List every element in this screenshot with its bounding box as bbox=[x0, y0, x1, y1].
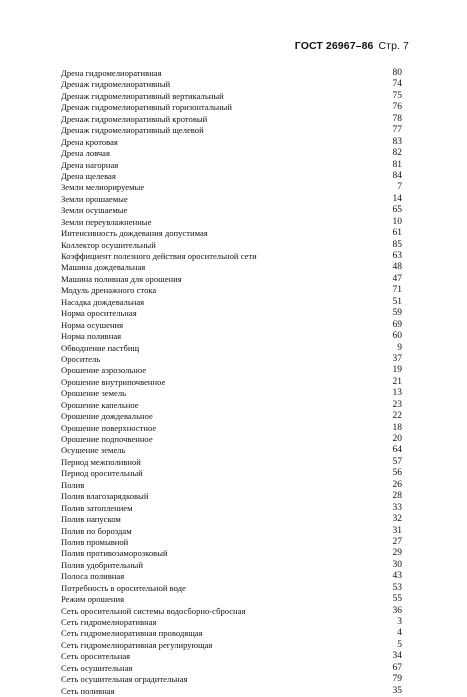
index-term: Норма поливная bbox=[61, 331, 122, 342]
index-entry bbox=[61, 251, 402, 262]
index-entry bbox=[61, 285, 402, 296]
index-term: Режим орошения bbox=[61, 594, 125, 605]
index-term: Сеть поливная bbox=[61, 685, 115, 696]
index-page-number: 14 bbox=[392, 193, 402, 204]
index-page-number: 4 bbox=[397, 628, 402, 639]
index-term: Дрена кротовая bbox=[61, 136, 118, 147]
page-number: Стр. 7 bbox=[378, 40, 409, 52]
index-term: Коэффициент полезного действия оросительной сети bbox=[61, 251, 257, 261]
index-entry bbox=[61, 480, 402, 491]
index-term: Машина поливная для орошения bbox=[61, 273, 182, 284]
index-page-number: 81 bbox=[392, 159, 402, 170]
index-page-number: 63 bbox=[392, 251, 402, 261]
index-page-number: 61 bbox=[392, 228, 402, 239]
index-page-number: 21 bbox=[392, 376, 402, 387]
index-page-number: 23 bbox=[392, 399, 402, 410]
index-entry bbox=[61, 400, 402, 411]
index-term: Полив влагозарядковый bbox=[61, 491, 149, 502]
index-entry bbox=[61, 217, 402, 228]
index-term: Полив по бороздам bbox=[61, 525, 132, 536]
index-entry bbox=[61, 514, 402, 525]
index-page-number: 19 bbox=[392, 365, 402, 376]
index-entry bbox=[61, 411, 402, 422]
index-page-number: 51 bbox=[392, 296, 402, 307]
index-page-number: 47 bbox=[392, 273, 402, 284]
index-term: Дренаж гидромелиоративный щелевой bbox=[61, 125, 204, 136]
index-entry bbox=[61, 102, 402, 113]
index-entry bbox=[61, 606, 402, 617]
index-page-number: 22 bbox=[392, 411, 402, 422]
index-entry bbox=[61, 137, 402, 148]
index-page-number: 77 bbox=[392, 125, 402, 136]
index-page-number: 10 bbox=[392, 216, 402, 227]
index-term: Орошение аэрозольное bbox=[61, 365, 147, 376]
index-page-number: 64 bbox=[392, 445, 402, 456]
index-entry bbox=[61, 537, 402, 548]
index-page-number: 60 bbox=[392, 331, 402, 342]
index-term: Орошение капельное bbox=[61, 399, 139, 410]
index-term: Ороситель bbox=[61, 353, 101, 364]
index-entry bbox=[61, 457, 402, 468]
index-entry bbox=[61, 171, 402, 182]
index-page-number: 33 bbox=[392, 502, 402, 513]
index-page-number: 32 bbox=[392, 514, 402, 525]
index-entry bbox=[61, 571, 402, 582]
index-entry bbox=[61, 548, 402, 559]
index-entry bbox=[61, 240, 402, 251]
index-term: Полив противозаморозковый bbox=[61, 548, 168, 559]
standard-number: ГОСТ 26967–86 bbox=[294, 40, 374, 52]
index-entry bbox=[61, 468, 402, 479]
page-header bbox=[295, 40, 409, 52]
index-page-number: 27 bbox=[392, 536, 402, 547]
index-entry bbox=[61, 331, 402, 342]
index-page-number: 35 bbox=[392, 685, 402, 696]
index-page-number: 43 bbox=[392, 571, 402, 582]
index-term: Сеть гидромелиоративная проводящая bbox=[61, 628, 203, 639]
index-term: Сеть осушительная bbox=[61, 662, 133, 673]
index-page-number: 75 bbox=[392, 90, 402, 101]
index-entry bbox=[61, 388, 402, 399]
index-page-number: 34 bbox=[392, 651, 402, 662]
index-entry bbox=[61, 182, 402, 193]
index-term: Коллектор осушительный bbox=[61, 239, 156, 250]
index-page-number: 28 bbox=[392, 491, 402, 502]
index-page-number: 80 bbox=[392, 68, 402, 78]
index-entry bbox=[61, 308, 402, 319]
index-entry bbox=[61, 125, 402, 136]
index-page-number: 59 bbox=[392, 308, 402, 319]
index-page-number: 69 bbox=[392, 319, 402, 330]
index-entry bbox=[61, 594, 402, 605]
index-term: Дренаж гидромелиоративный bbox=[61, 79, 171, 90]
index-term: Сеть оросительная bbox=[61, 651, 131, 662]
index-entry bbox=[61, 365, 402, 376]
index-term: Норма осушения bbox=[61, 319, 124, 330]
index-page-number: 53 bbox=[392, 582, 402, 593]
index-page-number: 71 bbox=[392, 285, 402, 296]
index-page-number: 84 bbox=[392, 170, 402, 181]
index-term: Дрена гидромелиоративная bbox=[61, 68, 162, 78]
index-entry bbox=[61, 79, 402, 90]
index-entry bbox=[61, 628, 402, 639]
index-entry bbox=[61, 377, 402, 388]
index-entry bbox=[61, 560, 402, 571]
index-entry bbox=[61, 434, 402, 445]
index-entry bbox=[61, 491, 402, 502]
index-term: Модуль дренажного стока bbox=[61, 285, 157, 296]
index-term: Сеть гидромелиоративная регулирующая bbox=[61, 639, 213, 650]
index-page-number: 78 bbox=[392, 113, 402, 124]
index-term: Орошение подпочвенное bbox=[61, 434, 153, 444]
index-entry bbox=[61, 114, 402, 125]
index-term: Земли осушаемые bbox=[61, 205, 128, 216]
index-page-number: 82 bbox=[392, 148, 402, 159]
index-entry bbox=[61, 148, 402, 159]
index-page-number: 67 bbox=[392, 662, 402, 673]
index-term: Осушение земель bbox=[61, 445, 126, 456]
index-term: Дрена нагорная bbox=[61, 159, 119, 170]
index-entry bbox=[61, 205, 402, 216]
index-entry bbox=[61, 663, 402, 674]
index-term: Обводнение пастбищ bbox=[61, 342, 140, 353]
index-term: Полив промывной bbox=[61, 536, 129, 547]
index-page-number: 30 bbox=[392, 559, 402, 570]
index-term: Дренаж гидромелиоративный кротовый bbox=[61, 113, 208, 124]
index-term: Орошение поверхностное bbox=[61, 422, 157, 433]
index-page-number: 36 bbox=[392, 605, 402, 616]
index-entry bbox=[61, 274, 402, 285]
index-term: Полоса поливная bbox=[61, 571, 125, 582]
index-term: Земли переувлажненные bbox=[61, 216, 152, 227]
index-page-number: 9 bbox=[397, 342, 402, 353]
index-entry bbox=[61, 674, 402, 685]
index-term: Машина дождевальная bbox=[61, 262, 146, 273]
index-term: Дренаж гидромелиоративный горизонтальный bbox=[61, 102, 232, 113]
index-term: Сеть осушительная оградительная bbox=[61, 674, 188, 685]
index-term: Период межполивной bbox=[61, 456, 141, 467]
index-entry bbox=[61, 445, 402, 456]
index-term: Дрена ловчая bbox=[61, 148, 110, 159]
index-term: Полив напуском bbox=[61, 514, 121, 525]
index-page-number: 5 bbox=[397, 639, 402, 650]
index-entry bbox=[61, 686, 402, 697]
index-page-number: 26 bbox=[392, 479, 402, 490]
index-term: Потребность в оросительной воде bbox=[61, 582, 186, 593]
index-term: Земли орошаемые bbox=[61, 193, 128, 204]
index-entry bbox=[61, 503, 402, 514]
index-entry bbox=[61, 343, 402, 354]
index-term: Полив удобрительный bbox=[61, 559, 143, 570]
index-entry bbox=[61, 297, 402, 308]
index-page-number: 31 bbox=[392, 525, 402, 536]
index-page-number: 18 bbox=[392, 422, 402, 433]
index-page-number: 79 bbox=[392, 674, 402, 685]
index-term: Орошение внутрипочвенное bbox=[61, 376, 166, 387]
index-term: Полив bbox=[61, 479, 85, 490]
index-entry bbox=[61, 68, 402, 79]
index-term: Сеть гидромелиоративная bbox=[61, 617, 157, 627]
index-entry bbox=[61, 423, 402, 434]
index-term: Сеть оросительной системы водосборно-сбросная bbox=[61, 605, 246, 616]
index-page-number: 76 bbox=[392, 102, 402, 113]
term-index bbox=[61, 68, 402, 697]
index-entry bbox=[61, 320, 402, 331]
index-term: Полив затоплением bbox=[61, 502, 133, 513]
index-term: Дрена щелевая bbox=[61, 170, 116, 181]
index-term: Период оросительный bbox=[61, 468, 143, 479]
index-page-number: 56 bbox=[392, 468, 402, 479]
index-page-number: 37 bbox=[392, 353, 402, 364]
index-page-number: 20 bbox=[392, 434, 402, 444]
index-page-number: 74 bbox=[392, 79, 402, 90]
index-term: Орошение земель bbox=[61, 388, 127, 399]
index-term: Интенсивность дождевания допустимая bbox=[61, 228, 208, 239]
index-page-number: 65 bbox=[392, 205, 402, 216]
index-page-number: 3 bbox=[397, 617, 402, 627]
index-term: Земли мелиорируемые bbox=[61, 182, 145, 193]
index-entry bbox=[61, 640, 402, 651]
index-page-number: 85 bbox=[392, 239, 402, 250]
index-term: Дренаж гидромелиоративный вертикальный bbox=[61, 90, 224, 101]
index-page-number: 29 bbox=[392, 548, 402, 559]
index-entry bbox=[61, 228, 402, 239]
index-term: Орошение дождевальное bbox=[61, 411, 153, 422]
index-page-number: 57 bbox=[392, 456, 402, 467]
index-entry bbox=[61, 262, 402, 273]
index-page-number: 48 bbox=[392, 262, 402, 273]
index-page-number: 83 bbox=[392, 136, 402, 147]
index-entry bbox=[61, 194, 402, 205]
index-entry bbox=[61, 354, 402, 365]
index-entry bbox=[61, 617, 402, 628]
index-entry bbox=[61, 583, 402, 594]
index-entry bbox=[61, 91, 402, 102]
index-term: Норма оросительная bbox=[61, 308, 137, 319]
index-entry bbox=[61, 160, 402, 171]
index-page-number: 7 bbox=[397, 182, 402, 193]
index-term: Насадка дождевальная bbox=[61, 296, 145, 307]
index-page-number: 13 bbox=[392, 388, 402, 399]
index-entry bbox=[61, 651, 402, 662]
index-entry bbox=[61, 526, 402, 537]
index-page-number: 55 bbox=[392, 594, 402, 605]
